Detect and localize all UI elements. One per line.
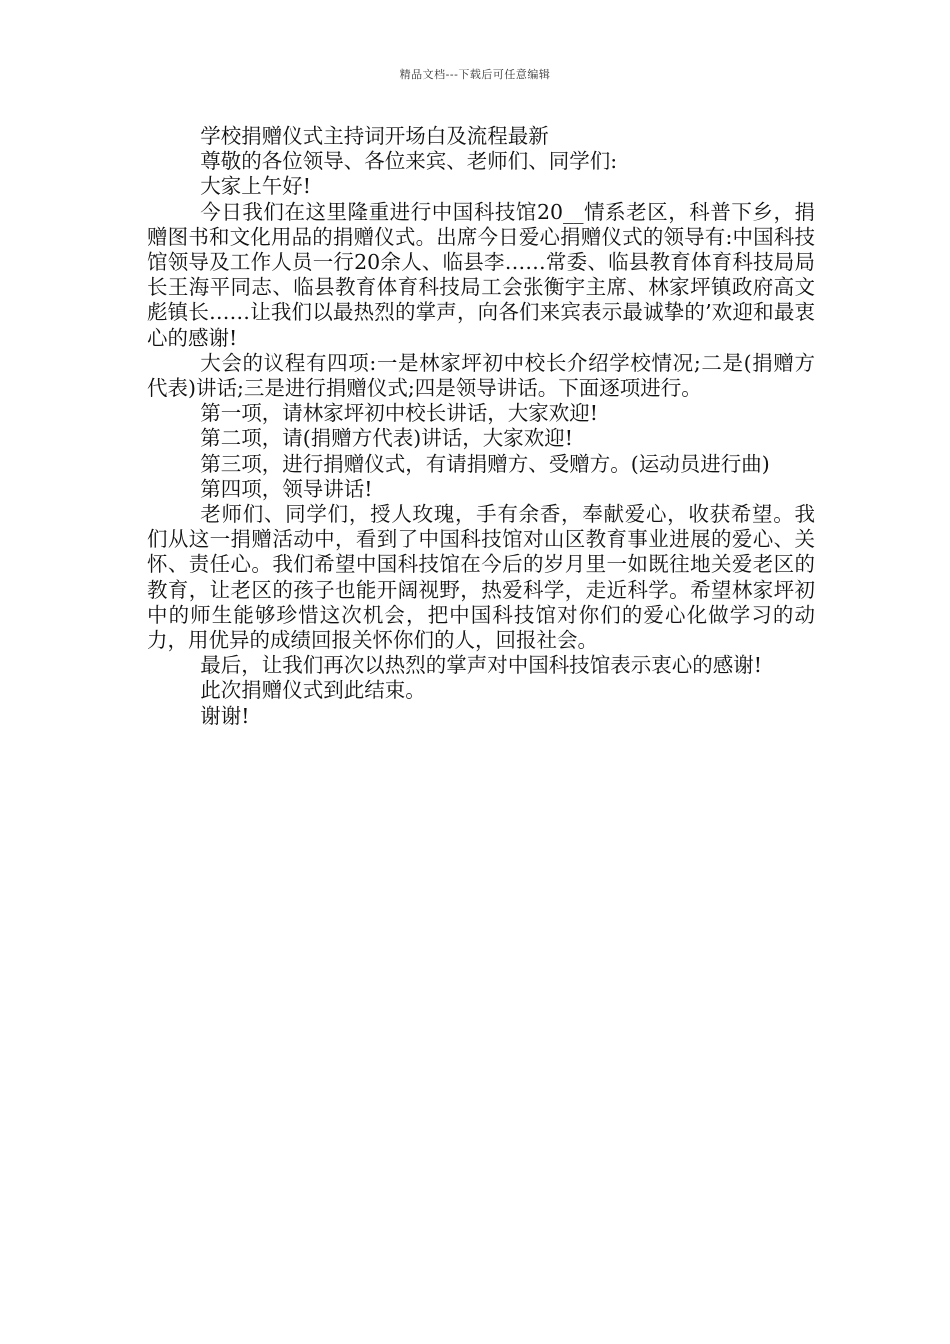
paragraph: 老师们、同学们，授人玫瑰，手有余香，奉献爱心，收获希望。我们从这一捐赠活动中，看到了中国科技馆对山区教育事业进展的爱心、关怀、责任心。我们希望中国科技馆在今后的岁月里一如既往地关爱老区的教育，让老区的孩子也能开阔视野，热爱科学，走近科学。希望林家坪初中的师生能够珍惜这次机会，把中国科技馆对你们的爱心化做学习的动力，用优异的成绩回报关怀你们的人，回报社会。 <box>147 502 815 653</box>
paragraph: 谢谢! <box>200 703 250 728</box>
paragraph: 最后，让我们再次以热烈的掌声对中国科技馆表示衷心的感谢! <box>200 653 763 678</box>
paragraph: 第二项，请(捐赠方代表)讲话，大家欢迎! <box>200 426 574 451</box>
paragraph: 此次捐赠仪式到此结束。 <box>200 678 426 703</box>
paragraph: 尊敬的各位领导、各位来宾、老师们、同学们: <box>200 149 618 174</box>
paragraph: 第四项，领导讲话! <box>200 476 373 501</box>
paragraph: 大会的议程有四项:一是林家坪初中校长介绍学校情况;二是(捐赠方代表)讲话;三是进行捐赠仪式;四是领导讲话。下面逐项进行。 <box>147 350 815 401</box>
paragraph: 第一项，请林家坪初中校长讲话，大家欢迎! <box>200 401 599 426</box>
document-title: 学校捐赠仪式主持词开场白及流程最新 <box>200 124 549 148</box>
page-header: 精品文档---下载后可任意编辑 <box>399 68 551 81</box>
paragraph: 第三项，进行捐赠仪式，有请捐赠方、受赠方。(运动员进行曲) <box>200 451 770 476</box>
paragraph: 今日我们在这里隆重进行中国科技馆20__情系老区，科普下乡，捐赠图书和文化用品的捐赠仪式。出席今日爱心捐赠仪式的领导有:中国科技馆领导及工作人员一行20余人、临县李……常委、临县教育体育科技局局长王海平同志、临县教育体育科技局工会张衡宇主席、林家坪镇政府高文彪镇长……让我们以最热烈的掌声，向各们来宾表示最诚挚的’欢迎和最衷心的感谢! <box>147 199 815 350</box>
paragraph: 大家上午好! <box>200 174 312 199</box>
document-body <box>147 124 815 729</box>
